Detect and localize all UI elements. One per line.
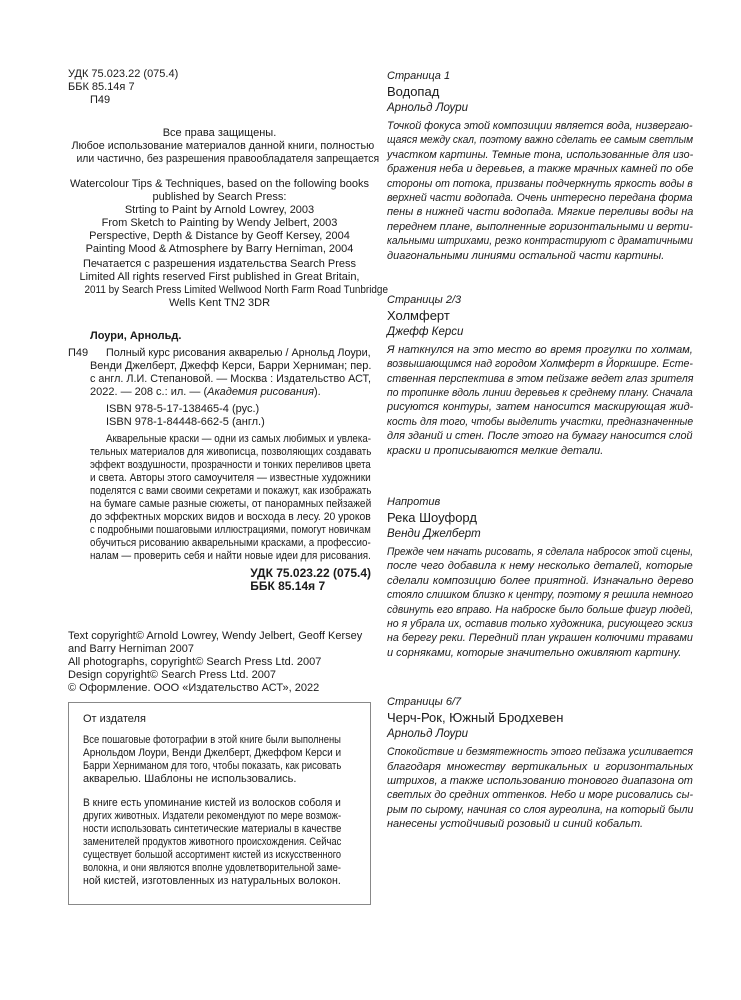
text-line bbox=[387, 760, 693, 774]
text-line bbox=[387, 745, 693, 759]
publisher-note-para-1 bbox=[83, 734, 341, 786]
text-line bbox=[387, 559, 693, 573]
rights-notice bbox=[68, 127, 380, 166]
isbn-list bbox=[68, 403, 371, 429]
text-line bbox=[68, 178, 371, 191]
text-line bbox=[90, 446, 371, 459]
udk-code-bottom: УДК 75.023.22 (075.4) bbox=[250, 566, 371, 580]
text-line-content: Точкой фокуса этой композиции является вода, низвергаю- bbox=[387, 120, 693, 132]
text-line bbox=[387, 803, 693, 817]
text-line-content: Любое использование материалов данной книги, полностью bbox=[71, 140, 375, 152]
text-line bbox=[387, 162, 693, 176]
text-line-content: поделятся с вами своими секретами и покажут, как изображать bbox=[90, 485, 372, 497]
text-line-content: Все права защищены. bbox=[162, 127, 277, 139]
text-line bbox=[83, 823, 341, 836]
text-line-content: Полный курс рисования акварелью / Арнольд Лоури, bbox=[106, 347, 371, 359]
text-line bbox=[83, 734, 341, 747]
text-line bbox=[90, 550, 371, 563]
artist-name: Джефф Керси bbox=[387, 325, 464, 338]
text-line bbox=[387, 617, 693, 631]
text-line bbox=[83, 862, 341, 875]
text-line bbox=[90, 360, 371, 373]
text-line bbox=[83, 760, 341, 773]
text-line bbox=[68, 153, 380, 166]
text-line-content: кальными штрихами, резко контрастируют с драматичными bbox=[387, 235, 693, 248]
text-line bbox=[387, 588, 693, 602]
text-line bbox=[387, 415, 693, 429]
text-line-content: рым по сырому, начиная со слоя ауреолина, на который были bbox=[387, 803, 694, 816]
text-line-content: All photographs, copyright© Search Press Ltd. 2007 bbox=[68, 656, 322, 668]
annotation bbox=[68, 433, 371, 563]
text-line bbox=[68, 643, 362, 656]
text-line-content: Все пошаговые фотографии в этой книге были выполнены bbox=[83, 734, 341, 746]
page-reference: Страницы 2/3 bbox=[387, 293, 462, 306]
text-line bbox=[83, 810, 341, 823]
text-line-content: published by Search Press: bbox=[152, 191, 287, 203]
text-line-content: ной кистей, изготовленных из натуральных волокон. bbox=[83, 875, 341, 887]
text-line-content: Венди Джелберт, Джефф Керси, Барри Херниман; пер. bbox=[90, 360, 372, 372]
caption-entry bbox=[387, 69, 693, 263]
text-line-content: Арнольдом Лоури, Венди Джелберт, Джеффом Керси и bbox=[83, 747, 342, 759]
text-line bbox=[83, 797, 341, 810]
text-line-content: and Barry Herniman 2007 bbox=[68, 643, 194, 655]
text-line bbox=[387, 205, 693, 219]
text-line bbox=[83, 773, 341, 786]
text-line bbox=[90, 472, 371, 485]
text-line bbox=[90, 433, 371, 446]
text-line-content: верхней части водопада. Очень интересно передана форма bbox=[387, 191, 693, 204]
artist-name: Арнольд Лоури bbox=[387, 728, 469, 741]
text-line bbox=[106, 416, 371, 429]
text-line-content: бражения неба и деревьев, а также мрачных камней по обе bbox=[387, 163, 694, 176]
text-line-content: From Sketch to Painting by Wendy Jelbert, 2003 bbox=[101, 217, 338, 229]
text-line-content: ности использовать синтетические материалы в качестве bbox=[83, 823, 342, 835]
text-line-content: налам — проверить себя и найти новые идеи для рисования. bbox=[90, 550, 371, 562]
text-line-content: обучиться рисованию акварельными красками, а профессио- bbox=[90, 537, 371, 549]
artwork-title: Река Шоуфорд bbox=[387, 510, 477, 526]
text-line bbox=[387, 372, 693, 386]
text-line-content: ISBN 978-1-84448-662-5 (англ.) bbox=[106, 416, 265, 428]
catalog-description bbox=[68, 347, 371, 386]
text-line-content: кость для того, чтобы выделить участки, предназначенные bbox=[387, 415, 694, 428]
text-line-content: с подробными пошаговыми иллюстрациями, помогут новичкам bbox=[90, 524, 371, 536]
udk-code: УДК 75.023.22 (075.4) bbox=[68, 68, 179, 80]
text-line bbox=[68, 284, 388, 297]
text-line bbox=[387, 574, 693, 588]
text-line bbox=[90, 485, 371, 498]
text-line bbox=[387, 191, 693, 205]
text-line-content: Прежде чем начать рисовать, я сделала набросок этой сцены, bbox=[387, 546, 694, 559]
text-line bbox=[387, 343, 693, 357]
text-line-content: или частично, без разрешения правообладателя запрещается bbox=[76, 153, 380, 165]
text-line-content: стороны от потока, призваны подчеркнуть яркость воды в bbox=[387, 177, 693, 190]
catalog-description-last: 2022. — 208 с.: ил. — (Академия рисования). bbox=[90, 386, 321, 398]
text-line bbox=[387, 249, 693, 263]
page-reference: Напротив bbox=[387, 496, 441, 509]
text-line-content: возвышающимся над городом Холмферт в Йоркшире. Есте- bbox=[387, 358, 693, 371]
text-line bbox=[90, 537, 371, 550]
text-line bbox=[387, 177, 693, 191]
text-line-content: существует большой ассортимент кистей из искусственного bbox=[83, 849, 342, 861]
catalog-card bbox=[68, 330, 371, 593]
publisher-note-para-2 bbox=[83, 797, 341, 888]
permission-notice bbox=[68, 258, 388, 310]
text-line-content: и света. Авторы этого самоучителя — известные художники bbox=[90, 472, 371, 484]
text-line bbox=[68, 297, 371, 310]
text-line-content: Спокойствие и безмятежность этого пейзажа усиливается bbox=[387, 746, 694, 759]
text-line bbox=[68, 656, 362, 669]
text-line bbox=[387, 133, 693, 147]
text-line-content: и сорняками, которые значительно оживляют картину. bbox=[387, 646, 682, 659]
page-reference: Страница 1 bbox=[387, 70, 451, 82]
text-line-content: участком картины. Темные тона, использованные для изо- bbox=[387, 148, 694, 161]
copyright-notice bbox=[68, 630, 362, 695]
caption-text bbox=[387, 343, 693, 458]
text-line-content: Strting to Paint by Arnold Lowrey, 2003 bbox=[124, 204, 315, 216]
text-line bbox=[90, 347, 371, 360]
catalog-code: П49 bbox=[68, 347, 89, 359]
original-books bbox=[68, 178, 371, 256]
text-line-content: по тропинке вдоль линии деревьев к среднему плану. Сначала bbox=[387, 387, 693, 400]
text-line bbox=[387, 234, 693, 248]
text-line bbox=[387, 148, 693, 162]
text-line bbox=[68, 127, 371, 140]
text-line bbox=[387, 603, 693, 617]
text-line bbox=[90, 524, 371, 537]
text-line bbox=[83, 836, 341, 849]
text-line-content: для зданий и стен. После этого на бумагу наносится слой bbox=[387, 430, 693, 443]
text-line bbox=[68, 258, 371, 271]
text-line-content: сделали композицию более приятной. Изначально дерево bbox=[387, 574, 694, 587]
catalog-author: Лоури, Арнольд. bbox=[90, 330, 182, 342]
text-line-content: Watercolour Tips & Techniques, based on the following books bbox=[69, 178, 369, 190]
caption-entry bbox=[387, 495, 693, 660]
classification-codes bbox=[68, 68, 178, 107]
text-line-content: других животных. Издатели рекомендуют по мере возмож- bbox=[83, 810, 342, 822]
text-line bbox=[387, 788, 693, 802]
text-line-content: рисуются контуры, затем наносится маскирующая жид- bbox=[387, 401, 694, 414]
text-line-content: после чего добавила к нему несколько деталей, которые bbox=[387, 560, 693, 573]
artwork-captions bbox=[387, 69, 693, 832]
caption-text bbox=[387, 119, 693, 263]
text-line bbox=[68, 271, 371, 284]
bbk-code-bottom: ББК 85.14я 7 bbox=[250, 579, 326, 593]
text-line bbox=[387, 386, 693, 400]
text-line-content: 2011 by Search Press Limited Wellwood North Farm Road Tunbridge bbox=[84, 284, 388, 296]
page-reference: Страницы 6/7 bbox=[387, 696, 462, 709]
text-line bbox=[68, 682, 362, 695]
text-line bbox=[387, 545, 693, 559]
text-line-content: волокна, и они являются вполне удовлетворительной заме- bbox=[83, 862, 341, 874]
caption-text bbox=[387, 745, 693, 831]
text-line bbox=[387, 220, 693, 234]
artist-name: Венди Джелберт bbox=[387, 528, 481, 541]
text-line-content: нанесены устойчивый розовый и синий кобальт. bbox=[387, 818, 644, 831]
text-line bbox=[68, 217, 371, 230]
text-line-content: стояло слишком близко к центру, поэтому я решила немного bbox=[387, 589, 694, 602]
text-line-content: эффект воздушности, прозрачности и тонких переливов цвета bbox=[90, 459, 371, 471]
text-line-content: с англ. Л.И. Степановой. — Москва : Издательство АСТ, bbox=[90, 373, 371, 385]
text-line bbox=[387, 444, 693, 458]
text-line-content: благодаря множеству вертикальных и горизонтальных bbox=[387, 760, 693, 773]
caption-entry bbox=[387, 695, 693, 831]
text-line-content: на бумаге самые разные сюжеты, от панорамных пейзажей bbox=[90, 498, 372, 510]
text-line bbox=[68, 230, 371, 243]
text-line-content: ISBN 978-5-17-138465-4 (рус.) bbox=[106, 403, 260, 415]
text-line-content: Печатается с разрешения издательства Search Press bbox=[82, 258, 357, 270]
text-line bbox=[68, 191, 371, 204]
artwork-title: Водопад bbox=[387, 84, 440, 99]
artwork-title: Черч-Рок, Южный Бродхевен bbox=[387, 710, 564, 726]
text-line bbox=[387, 357, 693, 371]
text-line-content: штрихов, а также использованию тонового диапазона от bbox=[387, 774, 693, 787]
text-line-content: акварелью. Шаблоны не использовались. bbox=[83, 773, 297, 785]
text-line bbox=[90, 459, 371, 472]
text-line bbox=[106, 403, 371, 416]
text-line-content: Барри Херниманом для того, чтобы показать, как рисовать bbox=[83, 760, 342, 772]
text-line-content: заменителей продуктов животного происхождения. Сейчас bbox=[83, 836, 342, 848]
text-line-content: Painting Mood & Atmosphere by Barry Herniman, 2004 bbox=[85, 243, 354, 255]
text-line-content: ственная перспектива в этом пейзаже ведет глаз зрителя bbox=[387, 372, 694, 385]
publisher-note-box bbox=[68, 702, 371, 905]
text-line bbox=[90, 511, 371, 524]
text-line-content: Perspective, Depth & Distance by Geoff Kersey, 2004 bbox=[89, 230, 350, 242]
text-line bbox=[387, 774, 693, 788]
text-line-content: Text copyright© Arnold Lowrey, Wendy Jelbert, Geoff Kersey bbox=[68, 630, 363, 642]
text-line-content: Wells Kent TN2 3DR bbox=[168, 297, 271, 309]
text-line bbox=[68, 204, 371, 217]
text-line bbox=[68, 669, 362, 682]
text-line-content: пены в нижней части водопада. Мягкие переливы воды на bbox=[387, 206, 694, 219]
publisher-note-title: От издателя bbox=[83, 713, 146, 725]
text-line-content: Design copyright© Search Press Ltd. 2007 bbox=[68, 669, 277, 681]
text-line bbox=[83, 875, 341, 888]
caption-entry bbox=[387, 293, 693, 458]
text-line bbox=[387, 646, 693, 660]
text-line bbox=[83, 747, 341, 760]
text-line-content: диагональными линиями остальной части картины. bbox=[387, 249, 665, 262]
caption-text bbox=[387, 545, 693, 660]
bbk-code: ББК 85.14я 7 bbox=[68, 81, 135, 93]
text-line-content: Я наткнулся на это место во время прогулки по холмам, bbox=[387, 343, 693, 356]
text-line-content: Limited All rights reserved First published in Great Britain, bbox=[79, 271, 360, 283]
text-line bbox=[387, 429, 693, 443]
text-line bbox=[83, 849, 341, 862]
text-line bbox=[387, 119, 693, 133]
text-line bbox=[387, 400, 693, 414]
text-line-content: на берегу реки. Передний план украшен колючими травами bbox=[387, 632, 693, 645]
artwork-title: Холмферт bbox=[387, 307, 450, 323]
catalog-codes-bottom bbox=[68, 567, 371, 593]
author-mark: П49 bbox=[90, 94, 111, 106]
text-line bbox=[68, 630, 362, 643]
text-line-content: © Оформление. ООО «Издательство АСТ», 2022 bbox=[68, 682, 320, 694]
text-line-content: В книге есть упоминание кистей из волосков соболя и bbox=[83, 797, 341, 809]
artist-name: Арнольд Лоури bbox=[387, 102, 469, 114]
text-line bbox=[387, 631, 693, 645]
text-line-content: краски и прописываются мелкие детали. bbox=[387, 444, 604, 457]
text-line bbox=[90, 498, 371, 511]
text-line bbox=[90, 373, 371, 386]
text-line bbox=[68, 140, 375, 153]
text-line-content: переднем плане, выполненные горизонтальными и верти- bbox=[387, 220, 693, 233]
text-line-content: светлых до средних оттенков. Небо и море рисовались сы- bbox=[387, 789, 694, 802]
text-line bbox=[387, 817, 693, 831]
text-line-content: Акварельные краски — одни из самых любимых и увлека- bbox=[106, 433, 372, 445]
text-line-content: сдвинуть его вправо. На наброске было больше фигур людей, bbox=[387, 603, 694, 616]
series-name: Академия рисования bbox=[207, 386, 314, 398]
text-line bbox=[68, 243, 371, 256]
text-line-content: до эффектных морских видов и восхода в лесу. 20 уроков bbox=[90, 511, 371, 523]
text-line-content: тельных материалов для живописца, позволяющих создавать bbox=[90, 446, 372, 458]
text-line-content: но я убрала их, оставив только художника, рисующего эскиз bbox=[387, 617, 693, 630]
text-line-content: щаяся между скал, поэтому важно сделать ее самым светлым bbox=[387, 134, 694, 147]
